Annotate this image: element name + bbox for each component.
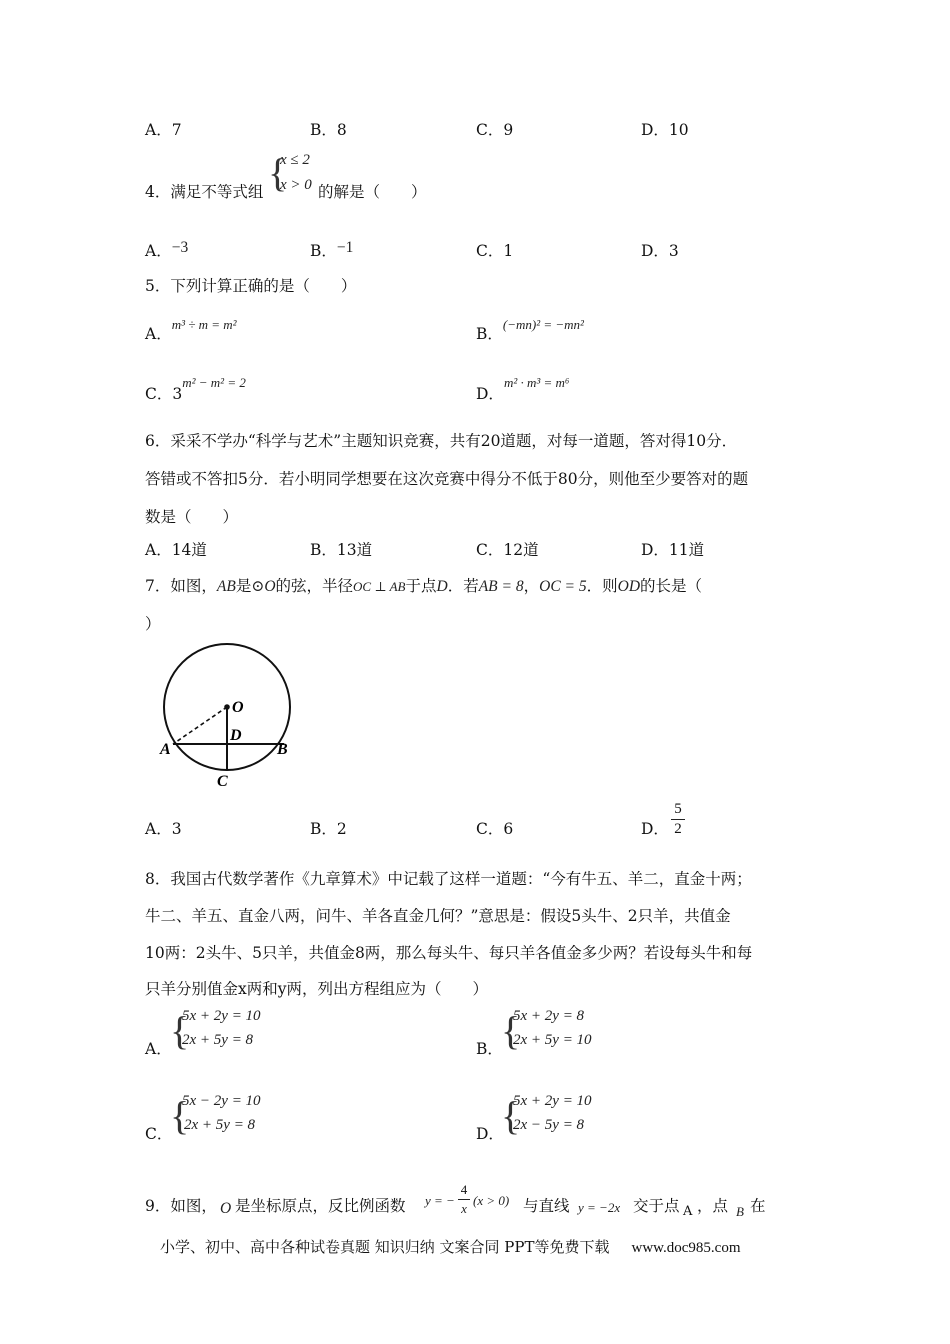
label-d: D bbox=[230, 727, 242, 744]
q7-line-2: ） bbox=[145, 615, 161, 633]
q8-line-1: 8．我国古代数学著作《九章算术》中记载了这样一道题：“今有牛五、羊二，直金十两； bbox=[145, 870, 752, 888]
q9-text-1: 是坐标原点，反比例函数 bbox=[235, 1197, 406, 1215]
q6-option-d: D．11道 bbox=[641, 541, 705, 559]
q7-option-d-fraction: 5 2 bbox=[671, 801, 685, 838]
q9-func-right: (x > 0) bbox=[473, 1193, 510, 1208]
q8-line-3: 10两：2头牛、5只羊，共值金8两，那么每头牛、每只羊各值金多少两？若设每头牛和每 bbox=[145, 944, 753, 962]
q4-option-b: B．−1 bbox=[310, 239, 354, 260]
q6-option-b: B．13道 bbox=[310, 541, 373, 559]
q3-option-d: D．10 bbox=[641, 121, 689, 139]
q8-option-a-system: { 5x + 2y = 10 2x + 5y = 8 bbox=[170, 1008, 261, 1053]
q8-option-d-system: { 5x + 2y = 10 2x − 5y = 8 bbox=[501, 1093, 592, 1138]
q5-option-c: C．$3^{m^2 - m^2 = 2}$ bbox=[145, 375, 246, 403]
q7-option-b: B．2 bbox=[310, 820, 347, 838]
q6-line-2: 答错或不答扣5分．若小明同学想要在这次竞赛中得分不低于80分，则他至少要答对的题 bbox=[145, 470, 749, 488]
q5-option-a: A．$^{m^3 \div m = m^2}$ bbox=[145, 317, 237, 343]
label-o: O bbox=[232, 699, 244, 716]
radius-oa-dashed bbox=[173, 707, 227, 744]
q7-option-c: C．6 bbox=[476, 820, 514, 838]
q4-stem-pre: 4．满足不等式组 bbox=[145, 183, 264, 201]
q8-line-4: 只羊分别值金x两和y两，列出方程组应为（ ） bbox=[145, 980, 488, 998]
q9-text-2: 与直线 bbox=[523, 1197, 570, 1215]
q4-option-c: C．1 bbox=[476, 242, 514, 260]
label-c: C bbox=[217, 773, 228, 790]
q7-line-1: 7．如图，AB是⊙O的弦，半径OC ⊥ AB于点D．若AB = 8，OC = 5．则OD的长是（ bbox=[145, 577, 703, 595]
footer-url[interactable]: www.doc985.com bbox=[631, 1240, 741, 1256]
q9-text-3: 交于点 bbox=[633, 1197, 680, 1215]
q9-point-b: B bbox=[736, 1204, 744, 1219]
q6-line-1: 6．采采不学办“科学与艺术”主题知识竞赛，共有20道题，对每一道题，答对得10分． bbox=[145, 432, 738, 450]
q8-option-c-system: { 5x − 2y = 10 2x + 5y = 8 bbox=[170, 1093, 261, 1138]
q7-option-d-label: D． bbox=[641, 820, 669, 838]
q9-func-fraction: 4 x bbox=[458, 1182, 470, 1217]
q9-func-left: y = − bbox=[425, 1193, 455, 1208]
q5-option-b: B．$^{(-mn)^2 = -mn^2}$ bbox=[476, 317, 584, 343]
q9-point-a: A bbox=[683, 1204, 693, 1219]
q8-option-c-label: C． bbox=[145, 1125, 173, 1143]
q3-option-a: A．7 bbox=[145, 121, 182, 139]
center-point-o bbox=[224, 704, 230, 710]
q5-option-d: D．$^{m^2 \cdot m^3 = m^6}$ bbox=[476, 375, 570, 403]
q4-option-a: A．−3 bbox=[145, 239, 189, 260]
label-a: A bbox=[160, 741, 171, 758]
q7-option-a: A．3 bbox=[145, 820, 182, 838]
q8-option-d-label: D． bbox=[476, 1125, 504, 1143]
q5-stem: 5．下列计算正确的是（ ） bbox=[145, 277, 357, 295]
footer-text: 小学、初中、高中各种试卷真题 知识归纳 文案合同 PPT等免费下载 bbox=[160, 1238, 610, 1256]
q6-option-a: A．14道 bbox=[145, 541, 207, 559]
q8-option-a-label: A． bbox=[145, 1040, 172, 1058]
q9-text-5: 在 bbox=[750, 1197, 766, 1215]
label-b: B bbox=[277, 741, 288, 758]
q8-option-b-system: { 5x + 2y = 8 2x + 5y = 10 bbox=[501, 1008, 592, 1053]
q9-text-4: ，点 bbox=[697, 1197, 729, 1215]
q4-inequality-system: { x ≤ 2 x > 0 bbox=[268, 150, 312, 195]
q9-pre: 9．如图， bbox=[145, 1197, 217, 1215]
q8-option-b-label: B． bbox=[476, 1040, 503, 1058]
q6-option-c: C．12道 bbox=[476, 541, 539, 559]
page-footer bbox=[160, 1236, 741, 1257]
q3-option-b: B．8 bbox=[310, 121, 347, 139]
q8-line-2: 牛二、羊五、直金八两，问牛、羊各直金几何？”意思是：假设5头牛、2只羊，共值金 bbox=[145, 907, 731, 925]
q6-line-3: 数是（ ） bbox=[145, 508, 239, 526]
q4-option-d: D．3 bbox=[641, 242, 679, 260]
q9-line-eq: y = −2x bbox=[578, 1200, 621, 1215]
q7-circle-figure bbox=[150, 640, 300, 790]
q4-stem-post: 的解是（ ） bbox=[318, 183, 427, 201]
q3-option-c: C．9 bbox=[476, 121, 514, 139]
q9-origin-o: O bbox=[220, 1200, 232, 1217]
